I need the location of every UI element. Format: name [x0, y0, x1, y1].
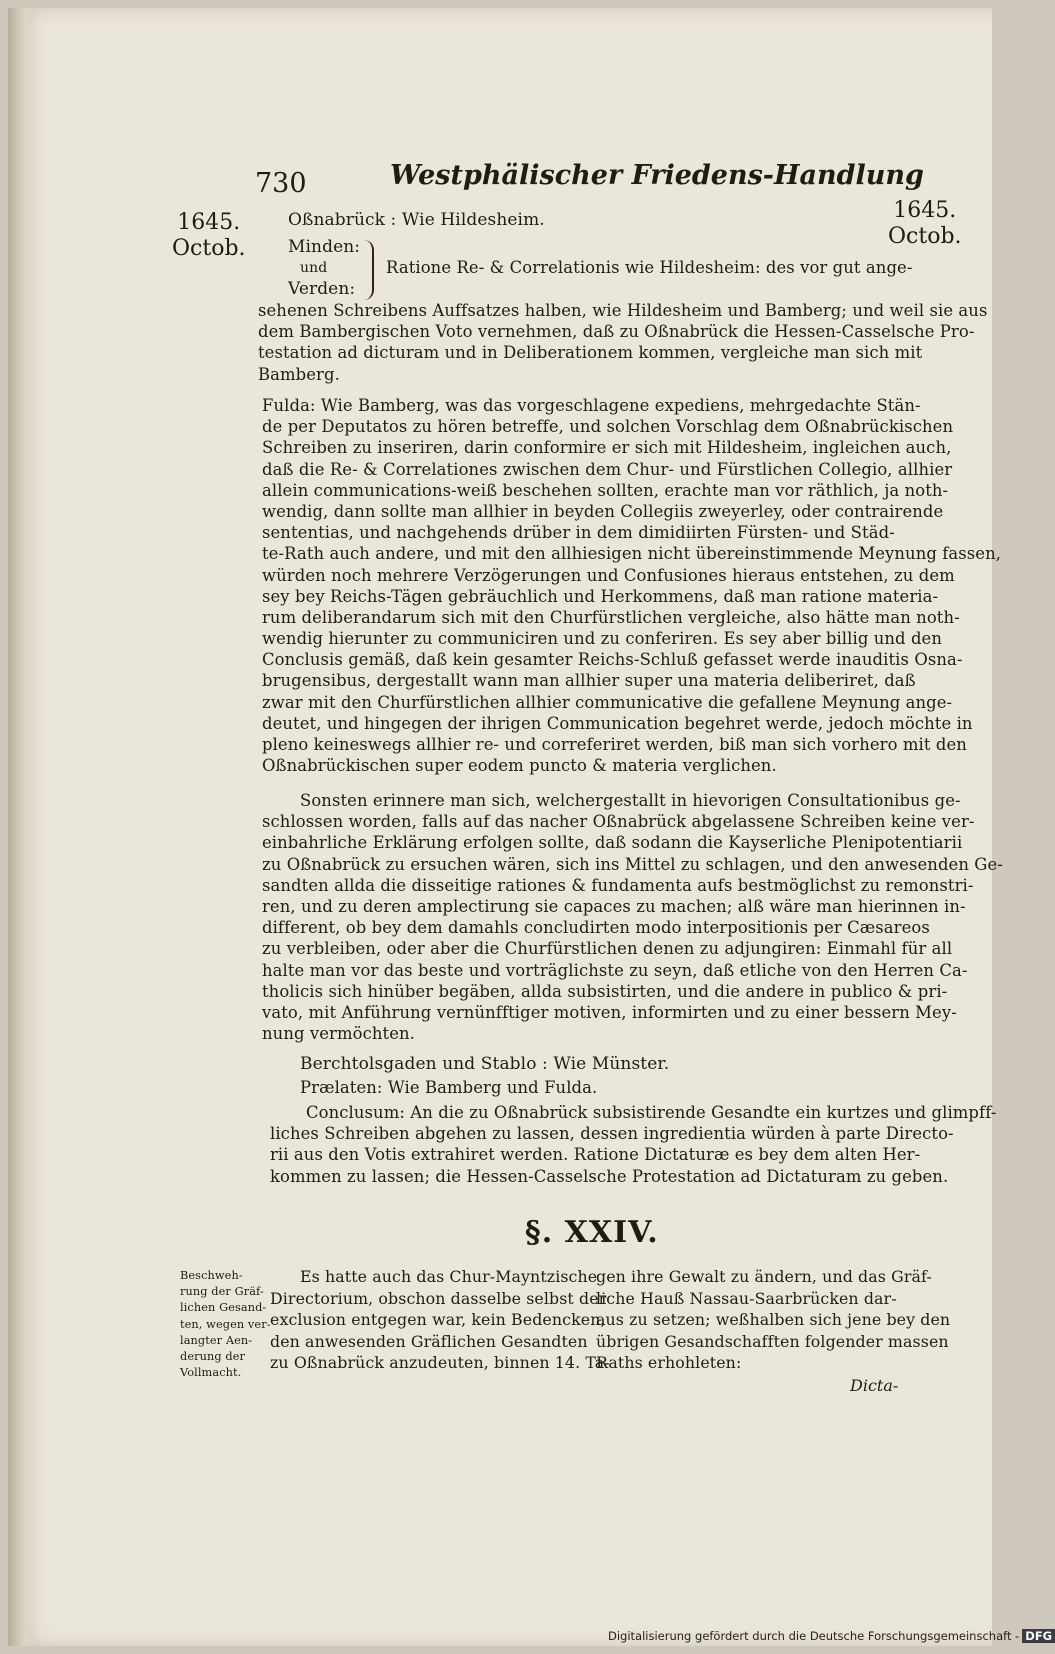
dfg-logo: DFG	[1022, 1629, 1055, 1643]
text-line: Es hatte auch das Chur-Mayntzische	[300, 1267, 598, 1286]
text-line: sententias, und nachgehends drüber in dem dimidiirten Fürsten- und Städ-	[262, 523, 895, 543]
text-line: sandten allda die disseitige rationes & fundamenta aufs bestmöglichst zu remonstri-	[262, 875, 974, 895]
text-line: schlossen worden, falls auf das nacher Oßnabrück abgelassene Schreiben keine ver-	[262, 812, 975, 832]
paragraph-fulda	[262, 395, 1001, 776]
margin-note-line: derung der	[180, 1349, 246, 1363]
column-left	[270, 1266, 610, 1374]
text-line: brugensibus, dergestallt wann man allhier super una materia deliberiret, daß	[262, 671, 916, 691]
label-verden: Verden:	[288, 279, 356, 299]
text-line: ren, und zu deren amplectirung sie capaces zu machen; alß wäre man hierinnen in-	[262, 896, 966, 916]
text-line: dem Bambergischen Voto vernehmen, daß zu Oßnabrück die Hessen-Casselsche Pro-	[258, 322, 975, 342]
margin-date-left	[172, 210, 246, 262]
text-line: tholicis sich hinüber begäben, allda subsistirten, und die andere in publico & pri-	[262, 981, 948, 1001]
text-line: rii aus den Votis extrahiret werden. Ratione Dictaturæ es bey dem alten Her-	[270, 1145, 921, 1165]
paragraph-sonsten	[262, 790, 1003, 1044]
text-line: den anwesenden Gräflichen Gesandten	[270, 1331, 588, 1351]
margin-note-line: ten, wegen ver-	[180, 1317, 271, 1331]
text-line: Schreiben zu inseriren, darin conformire er sich mit Hildesheim, ingleichen auch,	[262, 438, 952, 458]
minden-label	[288, 236, 360, 300]
text-line: würden noch mehrere Verzögerungen und Confusiones hieraus entstehen, zu dem	[262, 565, 955, 585]
text-line: de per Deputatos zu hören betreffe, und solchen Vorschlag dem Oßnabrückischen	[262, 417, 954, 437]
page-number: 730	[255, 168, 307, 199]
catchword: Dicta-	[850, 1376, 899, 1395]
margin-note-line: langter Aen-	[180, 1333, 253, 1347]
text-line: einbahrliche Erklärung erfolgen sollte, daß sodann die Kayserliche Plenipotentiarii	[262, 833, 963, 853]
text-line: liches Schreiben abgehen zu lassen, dessen ingredientia würden à parte Directo-	[270, 1124, 954, 1144]
label-und: und	[300, 260, 328, 276]
text-line: exclusion entgegen war, kein Bedencken,	[270, 1310, 606, 1329]
label-minden: Minden:	[288, 237, 361, 257]
text-line: Bamberg.	[258, 364, 340, 384]
entry-minden-continued	[258, 300, 987, 385]
text-line: vato, mit Anführung vernünfftiger motiven, informirten und zu einer bessern Mey-	[262, 1002, 957, 1022]
text-line: deutet, und hingegen der ihrigen Communication begehret werde, jedoch möchte in	[262, 713, 973, 733]
digitization-credit	[608, 1629, 1055, 1643]
text-line: halte man vor das beste und vorträglichste zu seyn, daß etliche von den Herren Ca-	[262, 960, 968, 980]
column-right	[596, 1266, 950, 1374]
text-line: Conclusis gemäß, daß kein gesamter Reichs-Schluß gefasset werde inauditis Osna-	[262, 650, 963, 670]
entry-berchtolsgaden: Berchtolsgaden und Stablo : Wie Münster.	[300, 1054, 670, 1074]
margin-year-left: 1645.	[177, 210, 241, 235]
margin-month-right: Octob.	[888, 224, 962, 249]
margin-note-line: Beschweh-	[180, 1269, 243, 1282]
text-line: pleno keineswegs allhier re- und correferiret werden, biß man sich vorhero mit den	[262, 735, 967, 754]
margin-year-right: 1645.	[893, 198, 957, 223]
text-line: Oßnabrückischen super eodem puncto & materia verglichen.	[262, 756, 777, 776]
credit-text: Digitalisierung gefördert durch die Deutsche Forschungsgemeinschaft -	[608, 1629, 1020, 1643]
running-title: Westphälischer Friedens-Handlung	[390, 160, 924, 191]
entry-osnabrueck: Oßnabrück : Wie Hildesheim.	[288, 210, 545, 230]
text-line: sehenen Schreibens Auffsatzes halben, wie Hildesheim und Bamberg; und weil sie aus	[258, 301, 988, 320]
margin-month-left: Octob.	[172, 236, 246, 261]
text-line: zu Oßnabrück zu ersuchen wären, sich ins Mittel zu schlagen, und den anwesenden Ge-	[262, 854, 1003, 874]
text-line: Conclusum: An die zu Oßnabrück subsistirende Gesandte ein kurtzes und glimpff-	[306, 1103, 997, 1122]
margin-note-line: Vollmacht.	[180, 1366, 242, 1380]
text-line: Sonsten erinnere man sich, welchergestallt in hievorigen Consultationibus ge-	[300, 791, 961, 810]
text-line: te-Rath auch andere, und mit den allhiesigen nicht übereinstimmende Meynung fassen,	[262, 544, 1002, 564]
text-line: wendig hierunter zu communiciren und zu conferiren. Es sey aber billig und den	[262, 629, 942, 649]
text-line: wendig, dann sollte man allhier in beyden Collegiis zweyerley, oder contrairende	[262, 501, 944, 521]
text-line: übrigen Gesandschafften folgender massen	[596, 1331, 949, 1351]
text-line: sey bey Reichs-Tägen gebräuchlich und Herkommens, daß man ratione materia-	[262, 586, 939, 606]
margin-note	[180, 1268, 271, 1381]
text-line: Fulda: Wie Bamberg, was das vorgeschlagene expediens, mehrgedachte Stän-	[262, 396, 921, 415]
paragraph-conclusum	[270, 1102, 996, 1187]
text-line: zu verbleiben, oder aber die Churfürstlichen denen zu adjungiren: Einmahl für all	[262, 939, 953, 959]
text-line: gen ihre Gewalt zu ändern, und das Gräf-	[596, 1267, 932, 1286]
text-line: allein communications-weiß beschehen sollten, erachte man vor räthlich, ja noth-	[262, 480, 949, 500]
text-line: Directorium, obschon dasselbe selbst der	[270, 1288, 607, 1308]
text-line: zwar mit den Churfürstlichen allhier communicative die gefallene Meynung ange-	[262, 692, 953, 712]
text-line: daß die Re- & Correlationes zwischen dem Chur- und Fürstlichen Collegio, allhier	[262, 459, 953, 479]
margin-note-line: rung der Gräf-	[180, 1285, 264, 1299]
margin-note-line: lichen Gesand-	[180, 1301, 267, 1315]
entry-praelaten: Prælaten: Wie Bamberg und Fulda.	[300, 1078, 598, 1097]
margin-date-right	[888, 198, 962, 250]
text-line: rum deliberandarum sich mit den Churfürstlichen vergleiche, also hätte man noth-	[262, 607, 960, 627]
text-line: different, ob bey dem damahls concludirten modo interpositionis per Cæsareos	[262, 918, 930, 938]
text-line: zu Oßnabrück anzudeuten, binnen 14. Ta-	[270, 1353, 610, 1372]
grouping-brace	[362, 240, 374, 300]
book-gutter-shadow	[8, 8, 38, 1646]
text-line: liche Hauß Nassau-Saarbrücken dar-	[596, 1288, 897, 1308]
section-heading: §. XXIV.	[525, 1215, 659, 1250]
text-line: kommen zu lassen; die Hessen-Casselsche Protestation ad Dictaturam zu geben.	[270, 1166, 949, 1186]
text-line: aus zu setzen; weßhalben sich jene bey den	[596, 1310, 951, 1329]
text-line: testation ad dicturam und in Deliberationem kommen, vergleiche man sich mit	[258, 343, 923, 363]
text-line: Raths erhohleten:	[596, 1353, 742, 1372]
text-line: nung vermöchten.	[262, 1024, 415, 1044]
entry-minden-first-line: Ratione Re- & Correlationis wie Hildesheim: des vor gut ange-	[386, 258, 913, 277]
